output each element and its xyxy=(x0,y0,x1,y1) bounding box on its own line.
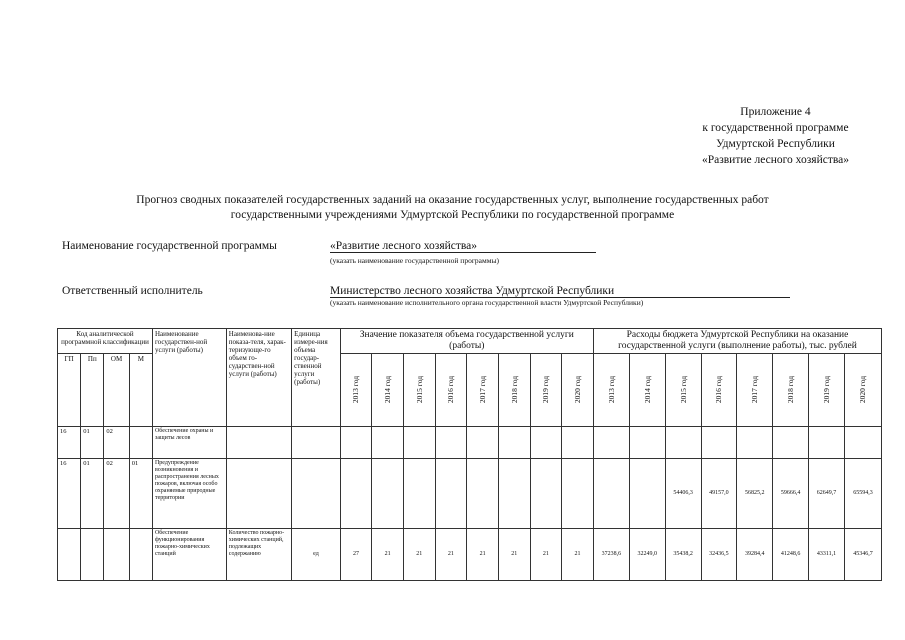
cell-m xyxy=(129,529,152,581)
expense-year-header: 2018 год xyxy=(773,354,809,427)
cell-expense xyxy=(773,427,809,459)
cell-volume xyxy=(435,427,467,459)
table-row xyxy=(58,427,882,459)
table-row xyxy=(58,529,882,581)
cell-volume xyxy=(530,427,562,459)
cell-expense: 32436,5 xyxy=(701,529,737,581)
cell-unit: ед xyxy=(292,529,341,581)
cell-om: 02 xyxy=(104,427,129,459)
annex-line-4: «Развитие лесного хозяйства» xyxy=(701,154,849,166)
cell-volume: 21 xyxy=(498,529,530,581)
cell-volume: 21 xyxy=(435,529,467,581)
program-hint: (указать наименование государственной программы) xyxy=(330,256,499,265)
cell-indicator xyxy=(226,427,291,459)
title-line-1: Прогноз сводных показателей государственных заданий на оказание государственных услуг, выполнение государственных работ xyxy=(136,194,769,206)
cell-volume: 21 xyxy=(467,529,499,581)
executor-value: Министерство лесного хозяйства Удмуртской Республики xyxy=(330,285,790,298)
cell-expense xyxy=(844,427,881,459)
header-pp: Пп xyxy=(81,354,104,427)
annex-line-3: Удмуртской Республики xyxy=(716,138,835,150)
cell-volume xyxy=(530,459,562,529)
cell-volume: 21 xyxy=(372,529,404,581)
cell-m: 01 xyxy=(129,459,152,529)
volume-year-header: 2017 год xyxy=(467,354,499,427)
expense-year-header: 2016 год xyxy=(701,354,737,427)
cell-pp: 01 xyxy=(81,459,104,529)
cell-om xyxy=(104,529,129,581)
cell-expense xyxy=(593,427,629,459)
cell-volume xyxy=(498,427,530,459)
annex-block xyxy=(702,104,849,168)
cell-service: Обеспечение охраны и защиты лесов xyxy=(152,427,226,459)
expense-year-header: 2013 год xyxy=(593,354,629,427)
cell-pp: 01 xyxy=(81,427,104,459)
cell-volume xyxy=(372,427,404,459)
header-om: ОМ xyxy=(104,354,129,427)
header-expense: Расходы бюджета Удмуртской Республики на оказание государственной услуги (выполнение работы), тыс. рублей xyxy=(593,329,881,354)
executor-hint: (указать наименование исполнительного органа государственной власти Удмуртской Республики) xyxy=(330,298,644,307)
cell-service: Обеспечение функционирования пожарно-химических станций xyxy=(152,529,226,581)
executor-label: Ответственный исполнитель xyxy=(62,285,203,297)
table-row xyxy=(58,459,882,529)
cell-expense: 49157,0 xyxy=(701,459,737,529)
cell-volume xyxy=(498,459,530,529)
header-code: Код аналитической программной классификации xyxy=(58,329,153,354)
indicators-table xyxy=(57,328,882,581)
volume-year-header: 2019 год xyxy=(530,354,562,427)
cell-expense xyxy=(809,427,845,459)
cell-expense xyxy=(593,459,629,529)
cell-expense: 65594,3 xyxy=(844,459,881,529)
annex-line-2: к государственной программе xyxy=(702,122,849,134)
cell-expense: 35438,2 xyxy=(665,529,701,581)
cell-pp xyxy=(81,529,104,581)
cell-service: Предупреждение возникновения и распространения лесных пожаров, включая особо охраняемые природные территории xyxy=(152,459,226,529)
volume-year-header: 2014 год xyxy=(372,354,404,427)
program-value: «Развитие лесного хозяйства» xyxy=(330,240,596,253)
header-service: Наименование государствен-ной услуги (работы) xyxy=(152,329,226,427)
expense-year-header: 2015 год xyxy=(665,354,701,427)
cell-volume xyxy=(340,427,372,459)
cell-volume xyxy=(467,459,499,529)
header-m: М xyxy=(129,354,152,427)
cell-volume: 21 xyxy=(403,529,435,581)
cell-expense xyxy=(701,427,737,459)
volume-year-header: 2016 год xyxy=(435,354,467,427)
cell-expense: 43311,1 xyxy=(809,529,845,581)
cell-expense xyxy=(629,459,665,529)
cell-volume: 21 xyxy=(530,529,562,581)
cell-expense xyxy=(665,427,701,459)
header-indicator: Наименова-ние показа-теля, харак-теризующе-го объем го-сударствен-ной услуги (работы) xyxy=(226,329,291,427)
cell-expense: 62649,7 xyxy=(809,459,845,529)
volume-year-header: 2018 год xyxy=(498,354,530,427)
cell-expense xyxy=(737,427,773,459)
expense-year-header: 2017 год xyxy=(737,354,773,427)
cell-unit xyxy=(292,459,341,529)
cell-m xyxy=(129,427,152,459)
cell-volume: 21 xyxy=(562,529,594,581)
cell-volume xyxy=(403,459,435,529)
cell-volume xyxy=(372,459,404,529)
cell-expense: 32249,0 xyxy=(629,529,665,581)
header-gp: ГП xyxy=(58,354,81,427)
cell-volume xyxy=(562,427,594,459)
cell-expense: 59666,4 xyxy=(773,459,809,529)
volume-year-header: 2020 год xyxy=(562,354,594,427)
header-unit: Единица измере-ния объема государ-ственной услуги (работы) xyxy=(292,329,341,427)
cell-expense: 45346,7 xyxy=(844,529,881,581)
document-title xyxy=(60,193,845,223)
cell-gp: 16 xyxy=(58,427,81,459)
header-volume: Значение показателя объема государственной услуги (работы) xyxy=(340,329,593,354)
cell-expense: 39284,4 xyxy=(737,529,773,581)
expense-year-header: 2020 год xyxy=(844,354,881,427)
executor-value-wrap xyxy=(330,285,790,298)
cell-expense: 54406,3 xyxy=(665,459,701,529)
cell-expense xyxy=(629,427,665,459)
cell-volume xyxy=(562,459,594,529)
annex-line-1: Приложение 4 xyxy=(740,106,811,118)
title-line-2: государственными учреждениями Удмуртской Республики по государственной программе xyxy=(230,209,675,221)
cell-gp: 16 xyxy=(58,459,81,529)
volume-year-header: 2013 год xyxy=(340,354,372,427)
volume-year-header: 2015 год xyxy=(403,354,435,427)
program-label: Наименование государственной программы xyxy=(62,240,277,252)
program-value-wrap xyxy=(330,240,596,253)
cell-volume: 27 xyxy=(340,529,372,581)
cell-expense: 56825,2 xyxy=(737,459,773,529)
cell-gp xyxy=(58,529,81,581)
cell-volume xyxy=(467,427,499,459)
cell-indicator: Количество пожарно-химических станций, подлежащих содержанию xyxy=(226,529,291,581)
cell-expense: 41248,6 xyxy=(773,529,809,581)
cell-indicator xyxy=(226,459,291,529)
cell-volume xyxy=(435,459,467,529)
expense-year-header: 2019 год xyxy=(809,354,845,427)
cell-volume xyxy=(340,459,372,529)
cell-om: 02 xyxy=(104,459,129,529)
cell-volume xyxy=(403,427,435,459)
cell-unit xyxy=(292,427,341,459)
expense-year-header: 2014 год xyxy=(629,354,665,427)
cell-expense: 37238,6 xyxy=(593,529,629,581)
